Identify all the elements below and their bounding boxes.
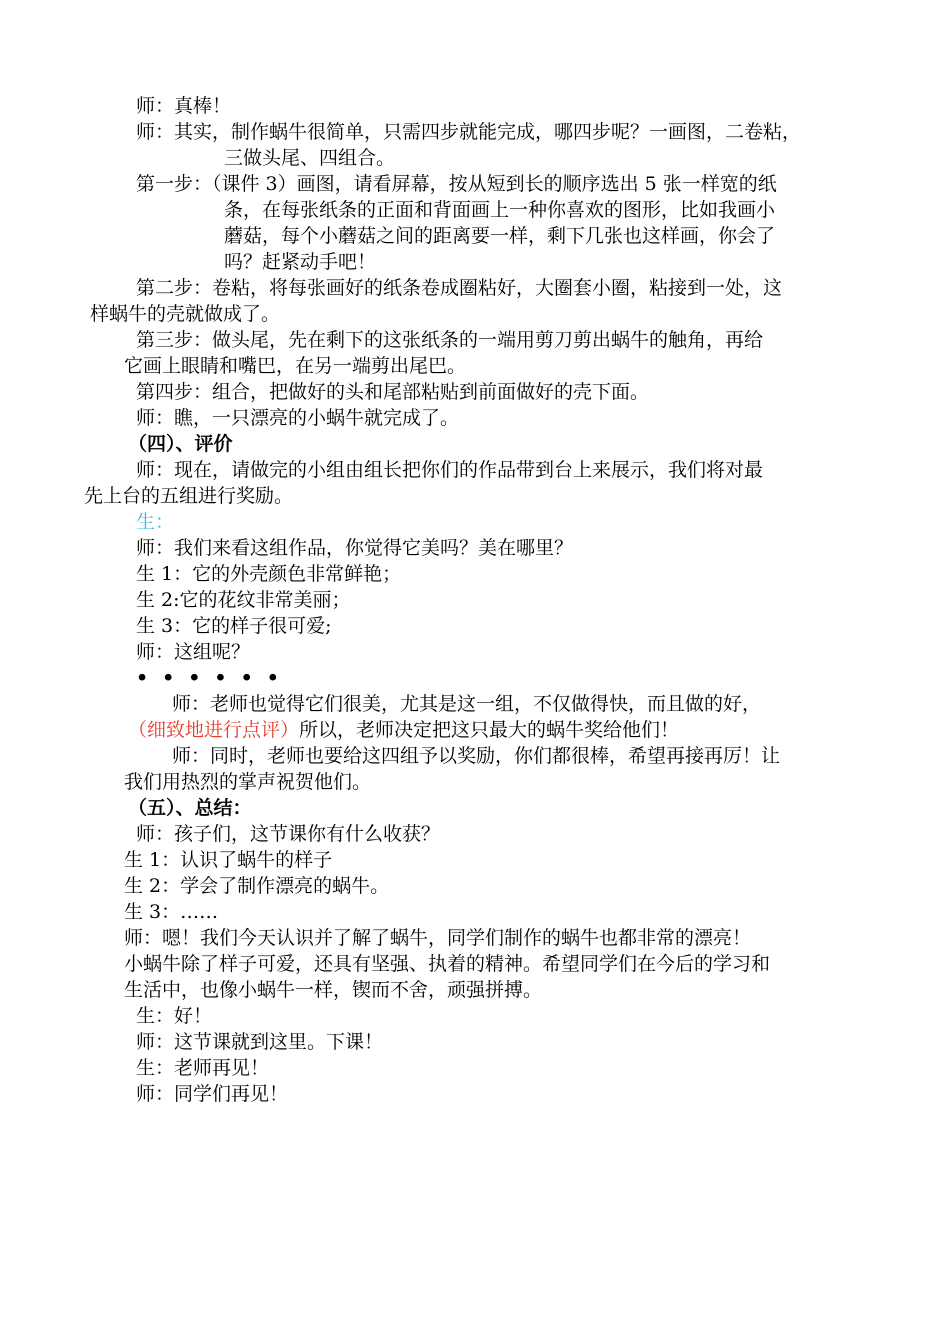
- document-body: [84, 93, 874, 1107]
- text-line: 蘑菇，每个小蘑菇之间的距离要一样，剩下几张也这样画，你会了: [224, 225, 776, 247]
- text-line: 师：这节课就到这里。下课！: [136, 1031, 384, 1053]
- text-line: 先上台的五组进行奖励。: [84, 485, 294, 507]
- text-line: 第一步：（课件 3）画图，请看屏幕，按从短到长的顺序选出 5 张一样宽的纸: [136, 173, 777, 195]
- text-line: 生：老师再见！: [136, 1057, 270, 1079]
- text-line: 我们用热烈的掌声祝贺他们。: [124, 771, 372, 793]
- text-segment: 所以，老师决定把这只最大的蜗牛奖给他们！: [299, 719, 680, 741]
- text-line: 生 2:它的花纹非常美丽；: [136, 589, 351, 611]
- text-line: 生 3：……: [124, 901, 219, 923]
- text-line: 生 1：它的外壳颜色非常鲜艳；: [136, 563, 402, 585]
- text-line: 样蜗牛的壳就做成了。: [90, 303, 281, 325]
- comment-note: （细致地进行点评）: [128, 719, 300, 741]
- text-line: 它画上眼睛和嘴巴，在另一端剪出尾巴。: [124, 355, 467, 377]
- text-line: 生 1：认识了蜗牛的样子: [124, 849, 333, 871]
- text-line: 师：同时，老师也要给这四组予以奖励，你们都很棒，希望再接再厉！让: [172, 745, 781, 767]
- text-line: 第四步：组合，把做好的头和尾部粘贴到前面做好的壳下面。: [136, 381, 650, 403]
- section-heading: （四）、评价: [128, 433, 233, 455]
- text-line: 小蜗牛除了样子可爱，还具有坚强、执着的精神。希望同学们在今后的学习和: [124, 953, 771, 975]
- ellipsis-dots: ••••••: [136, 667, 293, 689]
- text-line: 三做头尾、四组合。: [224, 147, 396, 169]
- text-line: 师：真棒！: [136, 95, 232, 117]
- text-line: 师：这组呢？: [136, 641, 251, 663]
- text-line: 第二步：卷粘，将每张画好的纸条卷成圈粘好，大圈套小圈，粘接到一处，这: [136, 277, 783, 299]
- text-line: 生活中，也像小蜗牛一样，锲而不舍，顽强拼搏。: [124, 979, 543, 1001]
- text-line: 师：嗯！我们今天认识并了解了蜗牛，同学们制作的蜗牛也都非常的漂亮！: [124, 927, 752, 949]
- text-line: 生 2：学会了制作漂亮的蜗牛。: [124, 875, 390, 897]
- text-line: 师：我们来看这组作品，你觉得它美吗？美在哪里？: [136, 537, 574, 559]
- text-line: 师：孩子们，这节课你有什么收获？: [136, 823, 441, 845]
- text-line: 生：: [136, 511, 175, 533]
- text-line: 师：老师也觉得它们很美，尤其是这一组，不仅做得快，而且做的好，: [172, 693, 762, 715]
- text-line: 师：同学们再见！: [136, 1083, 289, 1105]
- text-line: 吗？赶紧动手吧！: [224, 251, 377, 273]
- text-line: 生：好！: [136, 1005, 213, 1027]
- text-line: [84, 717, 874, 743]
- text-line: 第三步：做头尾，先在剩下的这张纸条的一端用剪刀剪出蜗牛的触角，再给: [136, 329, 764, 351]
- section-heading: （五）、总结：: [128, 797, 252, 819]
- text-line: 师：瞧，一只漂亮的小蜗牛就完成了。: [136, 407, 460, 429]
- text-line: 条，在每张纸条的正面和背面画上一种你喜欢的图形，比如我画小: [224, 199, 776, 221]
- text-line: 师：其实，制作蜗牛很简单，只需四步就能完成，哪四步呢？一画图，二卷粘，: [136, 121, 802, 143]
- text-line: 生 3：它的样子很可爱;: [136, 615, 332, 637]
- text-line: 师：现在，请做完的小组由组长把你们的作品带到台上来展示，我们将对最: [136, 459, 764, 481]
